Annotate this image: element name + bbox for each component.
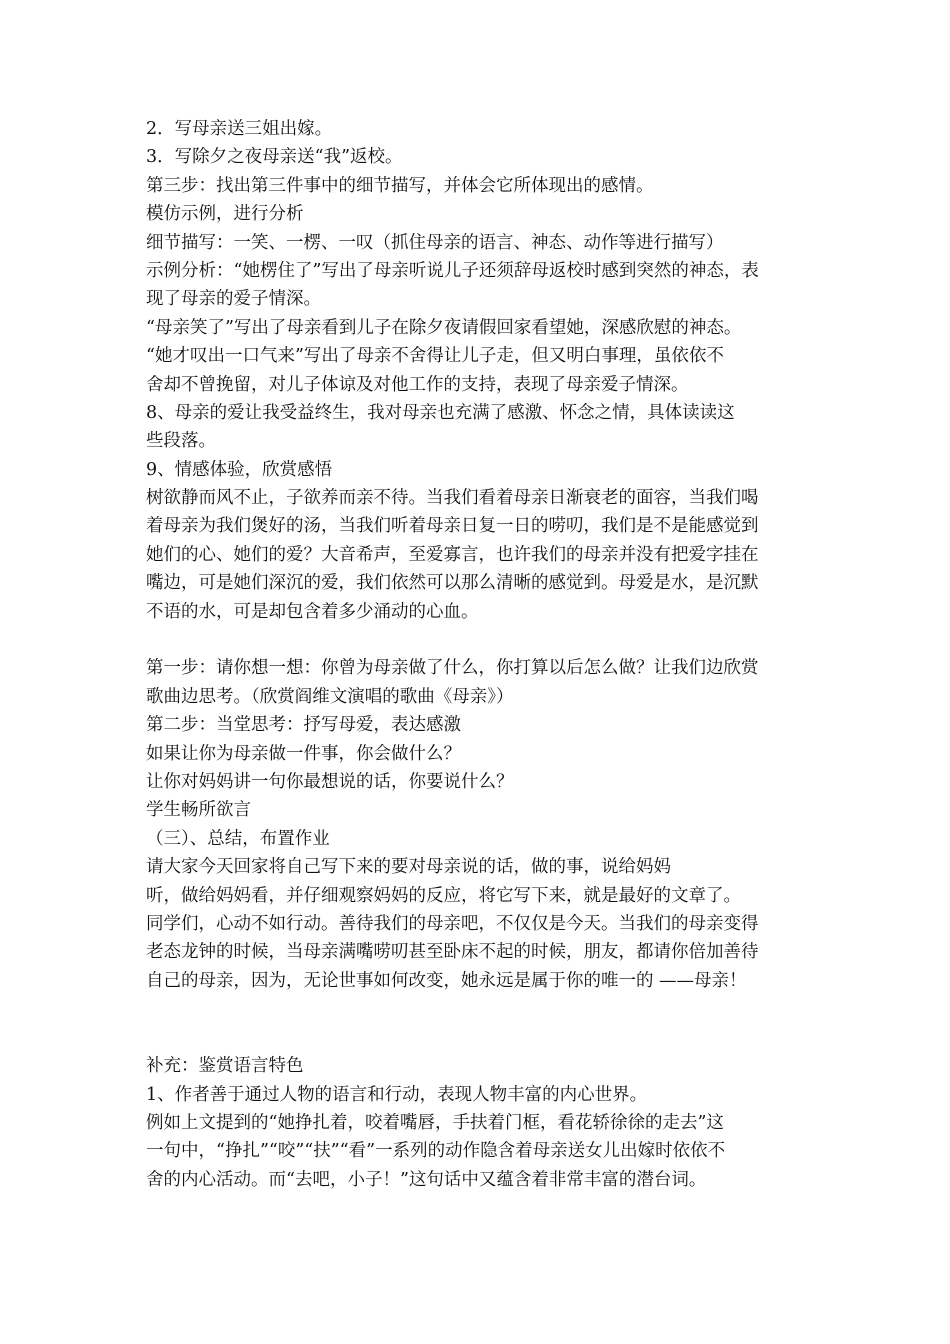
text-block-activities — [146, 654, 826, 995]
text-line: 请大家今天回家将自己写下来的要对母亲说的话，做的事，说给妈妈 — [146, 857, 671, 878]
text-line: 舍却不曾挽留，对儿子体谅及对他工作的支持，表现了母亲爱子情深。 — [146, 374, 689, 395]
text-line: 2．写母亲送三姐出嫁。 — [146, 119, 333, 139]
text-line: 着母亲为我们煲好的汤，当我们听着母亲日复一日的唠叨，我们是不是能感觉到 — [146, 516, 759, 537]
text-line: 不语的水，可是却包含着多少涌动的心血。 — [146, 601, 479, 622]
document-body — [146, 115, 826, 1194]
text-line: 如果让你为母亲做一件事，你会做什么？ — [146, 743, 461, 764]
text-line: 第三步：找出第三件事中的细节描写，并体会它所体现出的感情。 — [146, 175, 654, 196]
text-line: “母亲笑了”写出了母亲看到儿子在除夕夜请假回家看望她，深感欣慰的神态。 — [146, 317, 742, 338]
text-line: 8、母亲的爱让我受益终生，我对母亲也充满了感激、怀念之情，具体读读这 — [146, 402, 735, 423]
text-line: 树欲静而风不止，子欲养而亲不待。当我们看着母亲日渐衰老的面容，当我们喝 — [146, 488, 759, 509]
text-line: “她才叹出一口气来”写出了母亲不舍得让儿子走，但又明白事理，虽依依不 — [146, 346, 724, 367]
text-line: 9、情感体验，欣赏感悟 — [146, 459, 333, 480]
text-line: 些段落。 — [146, 431, 216, 452]
text-line: 让你对妈妈讲一句你最想说的话，你要说什么？ — [146, 771, 514, 792]
text-line: 第一步：请你想一想：你曾为母亲做了什么，你打算以后怎么做？让我们边欣赏 — [146, 658, 759, 679]
text-block-lesson-steps — [146, 115, 826, 626]
text-line: 1、作者善于通过人物的语言和行动，表现人物丰富的内心世界。 — [146, 1084, 648, 1105]
paragraph-gap — [146, 995, 826, 1052]
text-line: 学生畅所欲言 — [146, 800, 251, 821]
text-line: 第二步：当堂思考：抒写母爱，表达感激 — [146, 715, 461, 736]
text-line: 一句中，“挣扎”“咬”“扶”“看”一系列的动作隐含着母亲送女儿出嫁时依依不 — [146, 1141, 726, 1162]
text-line: 嘴边，可是她们深沉的爱，我们依然可以那么清晰的感觉到。母爱是水，是沉默 — [146, 573, 759, 594]
text-line: 自己的母亲，因为，无论世事如何改变，她永远是属于你的唯一的 ——母亲！ — [146, 970, 747, 991]
text-line: 补充：鉴赏语言特色 — [146, 1056, 304, 1077]
text-line: 听，做给妈妈看，并仔细观察妈妈的反应，将它写下来，就是最好的文章了。 — [146, 885, 741, 906]
paragraph-gap — [146, 626, 826, 654]
text-line: 模仿示例，进行分析 — [146, 204, 304, 225]
text-line: 例如上文提到的“她挣扎着，咬着嘴唇，手扶着门框，看花轿徐徐的走去”这 — [146, 1112, 724, 1133]
text-line: 3．写除夕之夜母亲送“我”返校。 — [146, 147, 403, 168]
text-line: 舍的内心活动。而“去吧，小子！”这句话中又蕴含着非常丰富的潜台词。 — [146, 1169, 707, 1190]
text-block-supplement — [146, 1052, 826, 1194]
text-line: 歌曲边思考。（欣赏阎维文演唱的歌曲《母亲》） — [146, 686, 514, 707]
text-line: 老态龙钟的时候，当母亲满嘴唠叨甚至卧床不起的时候，朋友，都请你倍加善待 — [146, 942, 759, 963]
text-line: 同学们，心动不如行动。善待我们的母亲吧，不仅仅是今天。当我们的母亲变得 — [146, 913, 759, 934]
text-line: （三）、总结，布置作业 — [146, 828, 330, 849]
text-line: 现了母亲的爱子情深。 — [146, 289, 321, 310]
text-line: 细节描写：一笑、一楞、一叹（抓住母亲的语言、神态、动作等进行描写） — [146, 232, 724, 253]
text-line: 她们的心、她们的爱？大音希声，至爱寡言，也许我们的母亲并没有把爱字挂在 — [146, 544, 759, 565]
text-line: 示例分析：“她楞住了”写出了母亲听说儿子还须辞母返校时感到突然的神态，表 — [146, 260, 759, 281]
